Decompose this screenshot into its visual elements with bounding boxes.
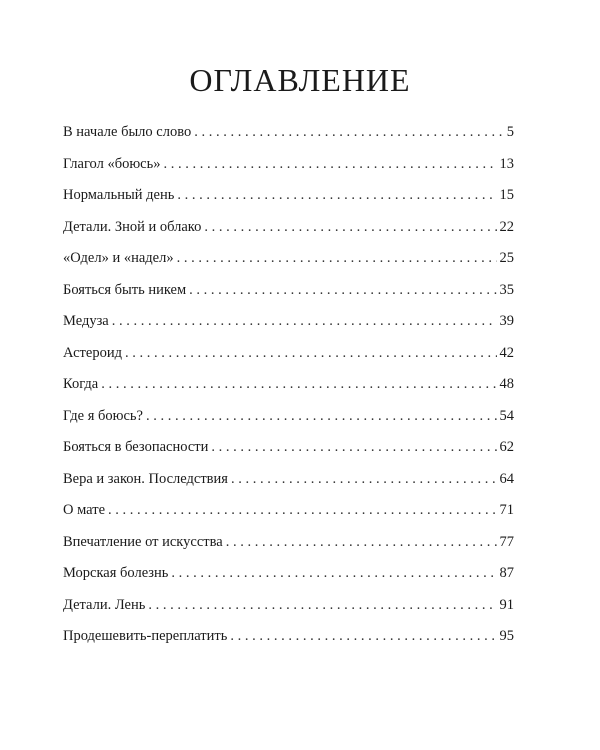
dot-leader [211, 432, 496, 464]
toc-entry-page: 22 [499, 218, 514, 235]
dot-leader [189, 275, 496, 307]
toc-entry-page: 95 [499, 628, 514, 644]
toc-entry [63, 621, 514, 653]
dot-leader [146, 401, 497, 433]
toc-entry-title: Морская болезнь [63, 565, 169, 581]
table-of-contents [63, 117, 514, 653]
dot-leader [226, 527, 497, 559]
toc-entry [63, 558, 514, 590]
toc-entry-page: 91 [499, 596, 514, 613]
toc-entry-title: Астероид [63, 344, 122, 361]
toc-entry-page: 48 [499, 376, 514, 392]
toc-entry-title: Впечатление от искусства [63, 533, 223, 550]
toc-entry [63, 117, 514, 149]
toc-entry [63, 495, 514, 527]
toc-entry-page: 87 [499, 565, 514, 581]
toc-entry [63, 306, 514, 338]
toc-entry-title: Вера и закон. Последствия [63, 470, 228, 487]
toc-entry-page: 35 [499, 281, 514, 298]
toc-entry [63, 401, 514, 433]
toc-entry [63, 212, 514, 244]
dot-leader [148, 590, 496, 622]
toc-entry-title: «Одел» и «надел» [63, 250, 174, 266]
toc-entry [63, 338, 514, 370]
dot-leader [194, 117, 504, 149]
toc-entry-title: Бояться в безопасности [63, 439, 209, 455]
toc-entry-page: 54 [499, 407, 514, 424]
toc-entry-page: 15 [499, 187, 514, 203]
toc-entry-title: Глагол «боюсь» [63, 155, 161, 172]
dot-leader [204, 212, 496, 244]
dot-leader [177, 180, 496, 212]
toc-entry-title: В начале было слово [63, 124, 192, 140]
dot-leader [101, 369, 496, 401]
toc-entry [63, 369, 514, 401]
toc-entry-title: О мате [63, 502, 106, 518]
toc-entry-title: Медуза [63, 313, 109, 329]
toc-entry [63, 275, 514, 307]
toc-entry-page: 64 [499, 470, 514, 487]
toc-entry-page: 13 [499, 155, 514, 172]
toc-entry-page: 5 [506, 124, 514, 140]
dot-leader [163, 149, 496, 181]
dot-leader [171, 558, 496, 590]
toc-entry [63, 149, 514, 181]
dot-leader [230, 621, 496, 653]
toc-entry [63, 590, 514, 622]
toc-entry [63, 464, 514, 496]
toc-entry [63, 243, 514, 275]
toc-entry-title: Когда [63, 376, 99, 392]
toc-entry-title: Где я боюсь? [63, 407, 143, 424]
toc-entry-title: Детали. Лень [63, 596, 146, 613]
toc-entry-title: Бояться быть никем [63, 281, 187, 298]
toc-entry-title: Детали. Зной и облако [63, 218, 202, 235]
dot-leader [177, 243, 497, 275]
toc-entry-page: 77 [499, 533, 514, 550]
dot-leader [108, 495, 496, 527]
toc-entry [63, 527, 514, 559]
toc-entry-page: 71 [499, 502, 514, 518]
dot-leader [231, 464, 497, 496]
toc-entry-page: 62 [499, 439, 514, 455]
toc-entry-page: 25 [499, 250, 514, 266]
toc-entry-title: Нормальный день [63, 187, 175, 203]
toc-entry [63, 180, 514, 212]
toc-entry [63, 432, 514, 464]
page-title: ОГЛАВЛЕНИЕ [189, 62, 411, 98]
toc-entry-title: Продешевить-переплатить [63, 628, 228, 644]
toc-entry-page: 42 [499, 344, 514, 361]
dot-leader [125, 338, 497, 370]
toc-entry-page: 39 [499, 313, 514, 329]
dot-leader [112, 306, 497, 338]
